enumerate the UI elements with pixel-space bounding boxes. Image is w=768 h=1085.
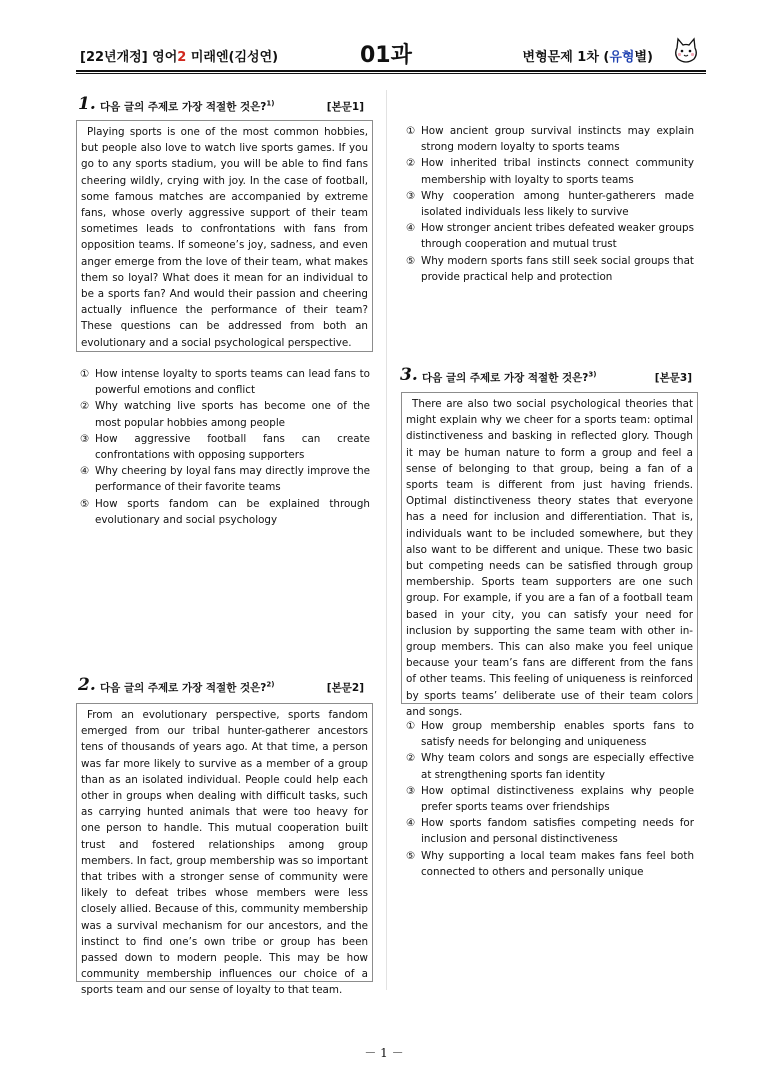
answer-option[interactable]: ⑤ How sports fandom can be explained through evolutionary and social psychology (80, 497, 370, 526)
answer-option[interactable]: ⑤ Why supporting a local team makes fans feel both connected to others and personally unique (406, 849, 694, 878)
prompt-text: 다음 글의 주제로 가장 적절한 것은? (422, 372, 589, 384)
footnote-mark: 2) (266, 680, 275, 689)
question-prompt (422, 370, 596, 385)
question-prompt (100, 680, 274, 695)
answer-option[interactable]: ② Why team colors and songs are especially effective at strengthening sports fan identity (406, 752, 694, 781)
answer-option[interactable]: ① How intense loyalty to sports teams can lead fans to powerful emotions and conflict (80, 368, 370, 397)
answer-option[interactable]: ① How group membership enables sports fans to satisfy needs for belonging and uniqueness (406, 720, 694, 749)
question-1-options (80, 366, 370, 528)
question-3-passage: There are also two social psychological theories that might explain why we cheer for a sports team: optimal distinctiveness and basking in reflected glory. Though it may be human nature to form a group and feel a sense of belonging to that group, being a fan of a sports team is different from just having friends. Optimal distinctiveness theory states that everyone has a need for inclusion and differentiation. That is, individuals want to be included somewhere, but they also want to be different and unique. These two basic but competing needs can be satisfied through group membership. Sports team supporters are one such group. For example, if you are a fan of a football team based in your city, you can satisfy your need for inclusion by supporting the same team with other in-group members. This can also make you feel unique because your team’s fans are different from the fans of other teams. This feeling of uniqueness is reinforced by sports teams’ deliberate use of their team colors and songs. (401, 392, 698, 704)
header-rule-thin (76, 73, 706, 74)
page-number: － 1 － (364, 1046, 404, 1060)
answer-option[interactable]: ④ Why cheering by loyal fans may directly improve the performance of their favorite teams (80, 465, 370, 494)
question-source: [본문3] (654, 372, 692, 384)
prompt-text: 다음 글의 주제로 가장 적절한 것은? (100, 682, 267, 694)
answer-option[interactable]: ① How ancient group survival instincts may explain strong modern loyalty to sports teams (406, 125, 694, 154)
question-1-header (78, 94, 364, 118)
course-title-prefix: [22년개정] 영어 (80, 50, 178, 65)
answer-option[interactable]: ⑤ Why modern sports fans still seek social groups that provide practical help and protection (406, 254, 694, 283)
exam-title-accent: 유형 (609, 50, 635, 65)
course-title-accent: 2 (177, 50, 187, 65)
question-source: [본문1] (326, 101, 364, 113)
answer-option[interactable]: ③ How aggressive football fans can create confrontations with opposing supporters (80, 432, 370, 462)
cat-mascot-icon (671, 36, 701, 66)
answer-option[interactable]: ③ Why cooperation among hunter-gatherers made isolated individuals less likely to survive (406, 189, 694, 219)
question-2-options (406, 123, 694, 285)
answer-option[interactable]: ② How inherited tribal instincts connect community membership with loyalty to sports teams (406, 157, 694, 186)
footnote-mark: 1) (266, 99, 275, 108)
question-source: [본문2] (326, 682, 364, 694)
lesson-title: 01과 (360, 43, 412, 68)
question-3-header (400, 365, 692, 389)
question-2-header (78, 675, 364, 699)
header-rule (76, 70, 706, 72)
question-number: 3. (400, 365, 418, 385)
course-title (80, 46, 278, 65)
question-1-passage: Playing sports is one of the most common hobbies, but people also love to watch live sports games. If you go to any sports stadium, you will be able to find fans cheering wildly, crying with joy. In the case of football, some famous matches are accompanied by extreme fans, whose overly aggressive support of their team sometimes leads to confrontations with fans from opposition teams. If someone’s joy, sadness, and even anger emerge from the love of their team, what makes them so loyal? What does it mean for an individual to be a sports fan? And would their passion and cheering actually influence the performance of their team? These questions can be addressed from both an evolutionary and a social psychological perspective. (76, 120, 373, 352)
exam-title (523, 46, 653, 65)
answer-option[interactable]: ④ How stronger ancient tribes defeated weaker groups through cooperation and mutual trust (406, 222, 694, 251)
answer-option[interactable]: ③ How optimal distinctiveness explains why people prefer sports teams over friendships (406, 784, 694, 814)
footnote-mark: 3) (588, 370, 597, 379)
question-number: 1. (78, 94, 96, 114)
question-number: 2. (78, 675, 96, 695)
column-divider (386, 90, 387, 990)
course-title-suffix: 미래엔(김성연) (186, 50, 279, 65)
question-3-options (406, 718, 694, 880)
answer-option[interactable]: ② Why watching live sports has become one of the most popular hobbies among people (80, 400, 370, 429)
question-2-passage: From an evolutionary perspective, sports fandom emerged from our tribal hunter-gatherer ancestors tens of thousands of years ago. At that time, a person was far more likely to survive as a member of a group than as an isolated individual. People could help each other in groups when dealing with difficult tasks, such as carrying hunted animals that were too heavy for one person to handle. This mutual cooperation built trust and fostered relationships among group members. In fact, group membership was so important that tribes with a stronger sense of community were likely to defeat tribes whose members were less closely allied. Because of this, community membership was a survival mechanism for our ancestors, and the instinct to find one’s own tribe or group has been passed down to modern people. This may be how community membership influences our choice of a sports team and our sense of loyalty to that team. (76, 703, 373, 982)
page-header (75, 38, 705, 66)
exam-title-prefix: 변형문제 1차 ( (522, 50, 610, 65)
question-prompt (100, 99, 274, 114)
answer-option[interactable]: ④ How sports fandom satisfies competing needs for inclusion and personal distinctiveness (406, 817, 694, 846)
prompt-text: 다음 글의 주제로 가장 적절한 것은? (100, 101, 267, 113)
exam-title-suffix: 별) (634, 50, 653, 65)
